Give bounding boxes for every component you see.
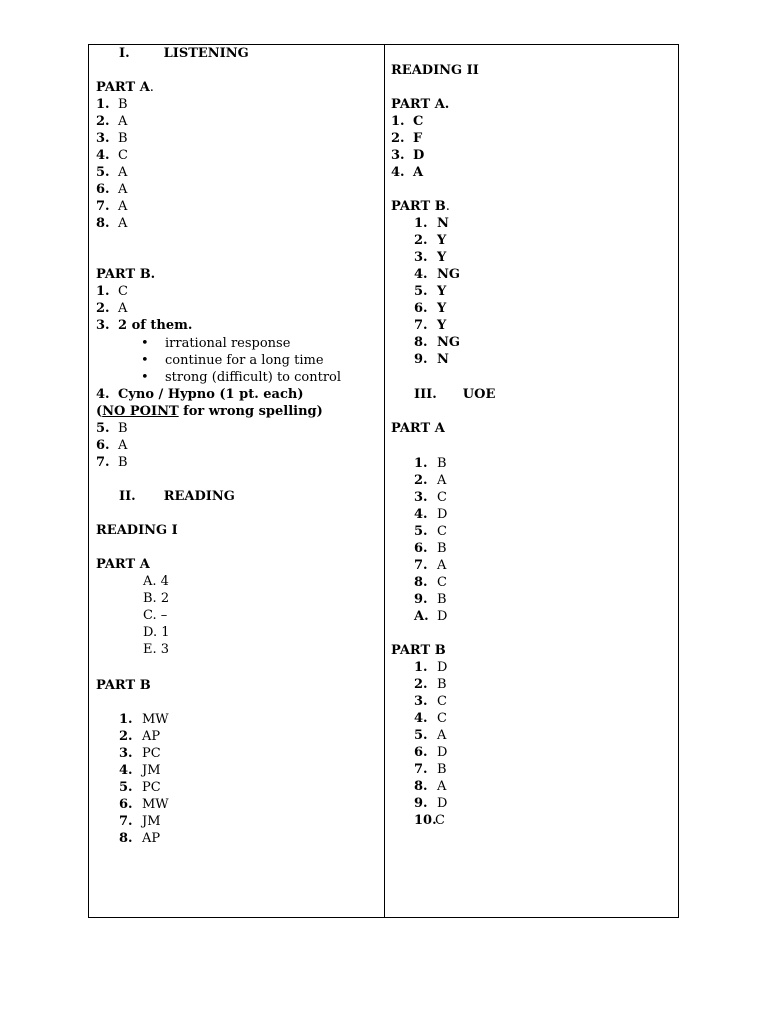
item-answer: D xyxy=(413,148,425,163)
list-item xyxy=(414,557,446,574)
list-item: B. 2 xyxy=(143,591,170,606)
list-item xyxy=(119,779,161,796)
list-item xyxy=(119,813,161,830)
item-answer: A xyxy=(437,728,447,743)
list-item xyxy=(96,181,127,198)
section-heading-listening xyxy=(119,45,249,62)
list-item xyxy=(414,608,447,625)
item-number: 6. xyxy=(119,797,133,812)
list-item xyxy=(96,437,127,454)
item-answer: Y xyxy=(437,250,447,265)
item-number: 4. xyxy=(414,711,428,726)
list-item xyxy=(96,283,128,300)
item-answer: C xyxy=(118,148,128,163)
list-item xyxy=(96,147,128,164)
section-title: LISTENING xyxy=(163,46,249,61)
item-answer: 2 of them. xyxy=(118,318,193,333)
list-item xyxy=(414,727,446,744)
list-item xyxy=(414,591,447,608)
list-item xyxy=(414,300,446,317)
bullet-icon: • xyxy=(141,336,149,351)
item-number: 1. xyxy=(414,456,428,471)
item-answer: N xyxy=(437,352,449,367)
list-item xyxy=(96,454,128,471)
bullet-text: irrational response xyxy=(165,336,291,351)
item-answer: NG xyxy=(437,267,460,282)
item-number: 1. xyxy=(96,284,110,299)
reading-i-label: READING I xyxy=(96,523,178,538)
item-answer: B xyxy=(437,677,447,692)
listening-part-b-label: PART B. xyxy=(96,267,156,282)
item-answer: C xyxy=(437,711,447,726)
item-number: 4. xyxy=(414,267,428,282)
answer-key-table xyxy=(88,44,679,918)
item-answer: A xyxy=(118,165,128,180)
item-answer: B xyxy=(437,456,447,471)
item-number: 7. xyxy=(414,762,428,777)
item-number: 6. xyxy=(414,301,428,316)
listening-part-a-label: PART A. xyxy=(96,80,154,95)
item-number: 1. xyxy=(96,97,110,112)
item-answer: D xyxy=(437,609,448,624)
list-item xyxy=(414,659,447,676)
list-item xyxy=(414,455,447,472)
item-answer: B xyxy=(118,97,128,112)
reading-ii-part-b-label: PART B. xyxy=(391,199,450,214)
list-item xyxy=(414,761,447,778)
list-item: C. – xyxy=(143,608,168,623)
item-number: 5. xyxy=(96,421,110,436)
item-answer: JM xyxy=(142,814,161,829)
reading-ii-part-a-label: PART A. xyxy=(391,97,450,112)
list-item xyxy=(414,676,447,693)
item-answer: Y xyxy=(437,233,447,248)
item-number: 3. xyxy=(414,250,428,265)
list-item xyxy=(119,830,160,847)
item-answer: C xyxy=(437,490,447,505)
list-item xyxy=(414,489,447,506)
item-answer: MW xyxy=(142,797,169,812)
item-answer: F xyxy=(413,131,423,146)
list-item xyxy=(414,523,447,540)
list-item xyxy=(414,283,446,300)
list-item xyxy=(414,693,447,710)
item-answer: A xyxy=(118,438,128,453)
list-item xyxy=(414,506,447,523)
list-item xyxy=(119,796,169,813)
item-answer: AP xyxy=(142,729,161,744)
item-number: 3. xyxy=(414,490,428,505)
list-item xyxy=(96,420,128,437)
item-answer: B xyxy=(437,592,447,607)
item-number: 4. xyxy=(391,165,405,180)
item-answer: B xyxy=(437,762,447,777)
item-number: 8. xyxy=(96,216,110,231)
item-number: 1. xyxy=(414,216,428,231)
list-item xyxy=(414,351,449,368)
item-answer: B xyxy=(437,541,447,556)
item-answer: A xyxy=(118,114,128,129)
list-item xyxy=(96,300,127,317)
item-number: 3. xyxy=(119,746,133,761)
column-divider xyxy=(384,45,385,917)
section-heading-reading: II. READING xyxy=(119,489,235,504)
list-item xyxy=(414,215,449,232)
bullet-icon: • xyxy=(141,370,149,385)
list-item xyxy=(414,249,446,266)
item-answer: C xyxy=(413,114,424,129)
item-number: 3. xyxy=(391,148,405,163)
item-answer: Y xyxy=(437,318,447,333)
item-number: 5. xyxy=(96,165,110,180)
item-number: 2. xyxy=(96,301,110,316)
list-item xyxy=(96,198,127,215)
list-item xyxy=(119,745,161,762)
item-number: 4. xyxy=(119,763,133,778)
list-item xyxy=(96,96,128,113)
item-answer: NG xyxy=(437,335,460,350)
list-item xyxy=(414,472,446,489)
list-item xyxy=(414,334,460,351)
item-number: 5. xyxy=(414,524,428,539)
item-answer: A xyxy=(437,473,447,488)
list-item xyxy=(414,812,445,829)
item-number: 2. xyxy=(96,114,110,129)
bullet-item xyxy=(141,352,324,369)
reading-i-part-b-label: PART B xyxy=(96,678,151,693)
list-item xyxy=(414,574,447,591)
item-answer: N xyxy=(437,216,449,231)
item-answer: B xyxy=(118,131,128,146)
item-answer: MW xyxy=(142,712,169,727)
item-number: 8. xyxy=(414,575,428,590)
list-item xyxy=(96,130,128,147)
item-number: 3. xyxy=(414,694,428,709)
item-answer: Y xyxy=(437,284,447,299)
item-answer: B xyxy=(118,455,128,470)
item-number: 2. xyxy=(414,677,428,692)
item-number: 9. xyxy=(414,592,428,607)
item-number: 4. xyxy=(96,148,110,163)
item-number: 3. xyxy=(96,131,110,146)
item-answer: A xyxy=(118,301,128,316)
item-number: 9. xyxy=(414,352,428,367)
item-number: 8. xyxy=(414,779,428,794)
item-answer: A xyxy=(118,182,128,197)
list-item xyxy=(96,215,127,232)
item-answer: JM xyxy=(142,763,161,778)
item-answer: D xyxy=(437,660,448,675)
item-answer: A xyxy=(437,558,447,573)
list-item xyxy=(391,113,423,130)
list-item xyxy=(414,710,447,727)
item-answer: A xyxy=(118,199,128,214)
item-number: 6. xyxy=(414,541,428,556)
list-item xyxy=(414,232,446,249)
item-number: 1. xyxy=(414,660,428,675)
item-number: 5. xyxy=(119,780,133,795)
list-item xyxy=(414,744,447,761)
item-answer: C xyxy=(118,284,128,299)
item-answer: C xyxy=(437,694,447,709)
item-answer: A xyxy=(437,779,447,794)
list-item xyxy=(391,164,423,181)
uoe-part-b-label: PART B xyxy=(391,643,446,658)
list-item xyxy=(414,266,460,283)
item-number: 2. xyxy=(414,473,428,488)
section-numeral: I. xyxy=(119,46,130,61)
section-heading-uoe: III. UOE xyxy=(414,387,496,402)
item-number: 2. xyxy=(391,131,405,146)
reading-i-part-a-label: PART A xyxy=(96,557,150,572)
item-number: 7. xyxy=(414,558,428,573)
item-answer: AP xyxy=(142,831,161,846)
list-item xyxy=(119,762,161,779)
list-item: D. 1 xyxy=(143,625,170,640)
reading-ii-label: READING II xyxy=(391,63,479,78)
item-answer: D xyxy=(437,507,448,522)
item-answer: D xyxy=(437,796,448,811)
item-number: 10. xyxy=(414,813,437,828)
list-item xyxy=(96,113,127,130)
bullet-text: strong (difficult) to control xyxy=(165,370,342,385)
item-answer: PC xyxy=(142,746,161,761)
item-answer: Y xyxy=(437,301,447,316)
list-item xyxy=(414,795,447,812)
list-item xyxy=(414,317,446,334)
item-number: 2. xyxy=(414,233,428,248)
item-number: 6. xyxy=(96,438,110,453)
uoe-part-a-label: PART A xyxy=(391,421,445,436)
item-number: A. xyxy=(414,609,429,624)
list-item xyxy=(119,711,169,728)
list-item: E. 3 xyxy=(143,642,170,657)
item-number: 8. xyxy=(414,335,428,350)
list-item xyxy=(96,164,127,181)
item-number: 1. xyxy=(119,712,133,727)
list-item xyxy=(391,130,422,147)
bullet-item xyxy=(141,369,341,386)
item-number: 1. xyxy=(391,114,405,129)
bullet-icon: • xyxy=(141,353,149,368)
spelling-note: (NO POINT for wrong spelling) xyxy=(96,404,323,419)
list-item xyxy=(391,147,424,164)
item-number: 7. xyxy=(119,814,133,829)
item-number: 8. xyxy=(119,831,133,846)
item-number: 6. xyxy=(96,182,110,197)
list-item xyxy=(119,728,160,745)
item-number: 5. xyxy=(414,284,428,299)
bullet-item xyxy=(141,335,290,352)
item-number: 7. xyxy=(96,455,110,470)
item-answer: C xyxy=(435,813,445,828)
bullet-text: continue for a long time xyxy=(165,353,324,368)
item-number: 4. xyxy=(414,507,428,522)
list-item xyxy=(414,778,446,795)
list-item: A. 4 xyxy=(143,574,169,589)
list-item xyxy=(96,317,192,334)
item-number: 7. xyxy=(414,318,428,333)
list-item xyxy=(414,540,447,557)
item-answer: A xyxy=(413,165,424,180)
item-answer: A xyxy=(118,216,128,231)
item-answer: B xyxy=(118,421,128,436)
item-number: 5. xyxy=(414,728,428,743)
item-number: 7. xyxy=(96,199,110,214)
item-number: 3. xyxy=(96,318,110,333)
item-answer: PC xyxy=(142,780,161,795)
item-number: 9. xyxy=(414,796,428,811)
item-number: 6. xyxy=(414,745,428,760)
item-answer: D xyxy=(437,745,448,760)
item-number: 2. xyxy=(119,729,133,744)
list-item: 4. Cyno / Hypno (1 pt. each) xyxy=(96,387,304,402)
item-answer: C xyxy=(437,524,447,539)
item-answer: C xyxy=(437,575,447,590)
